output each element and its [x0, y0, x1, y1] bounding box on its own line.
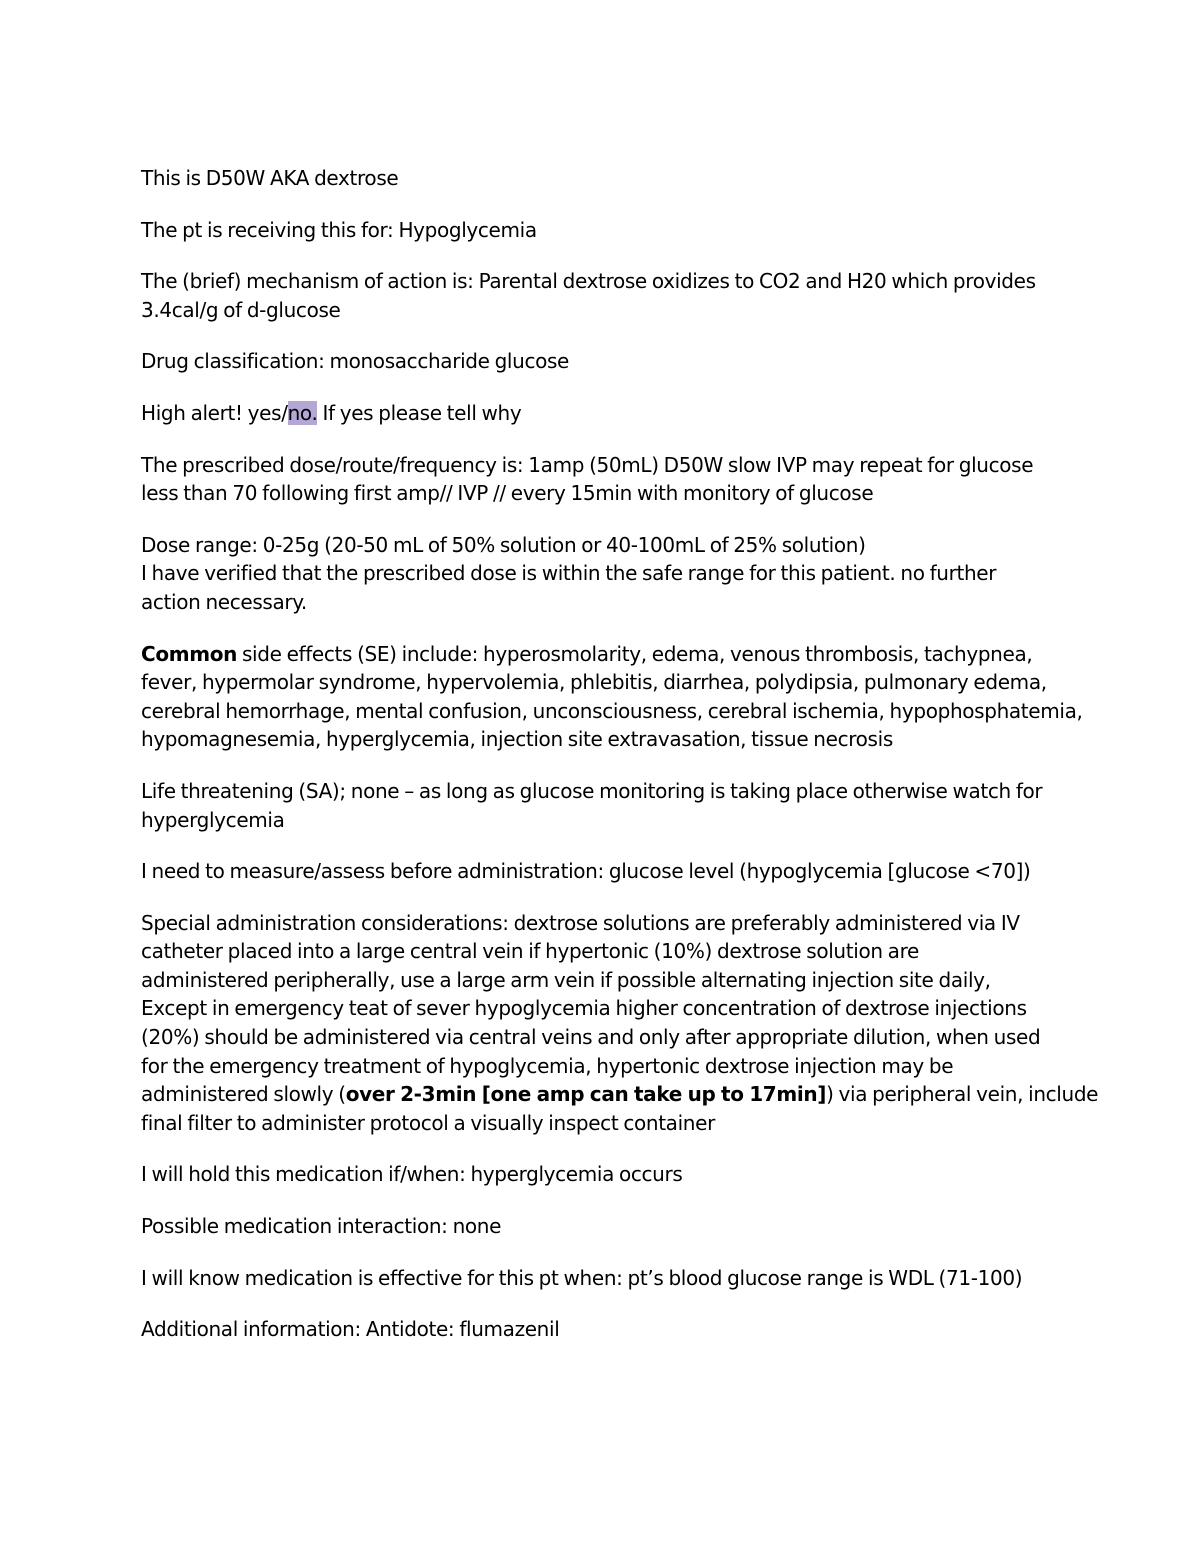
life-threatening-text-line-2: hyperglycemia	[141, 807, 285, 832]
additional-info-line	[141, 1315, 1071, 1344]
special-admin-line-7-suffix: ) via peripheral vein, include	[826, 1082, 1099, 1107]
administration-time-bold: over 2-3min [one amp can take up to 17min]	[345, 1082, 827, 1107]
drug-name-line	[141, 164, 1071, 193]
special-admin-text-line-1: Special administration considerations: dextrose solutions are preferably administered via IV	[141, 910, 1020, 935]
dose-range-text: Dose range: 0-25g (20-50 mL of 50% solution or 40-100mL of 25% solution)	[141, 532, 866, 557]
interaction-text: Possible medication interaction: none	[141, 1214, 502, 1239]
high-alert-line	[141, 399, 1071, 428]
special-admin-text-line-6: for the emergency treatment of hypoglycemia, hypertonic dextrose injection may be	[141, 1053, 954, 1078]
special-admin-text-line-3: administered peripherally, use a large arm vein if possible alternating injection site daily,	[141, 967, 991, 992]
dose-route-text-line-1: The prescribed dose/route/frequency is: 1amp (50mL) D50W slow IVP may repeat for glucose	[141, 452, 1034, 477]
special-admin-line-7-prefix: administered slowly (	[141, 1082, 346, 1107]
verification-paragraph	[141, 559, 1071, 616]
assessment-text: I need to measure/assess before administration: glucose level (hypoglycemia [glucose <70])	[141, 859, 1031, 884]
verification-text-line-1: I have verified that the prescribed dose is within the safe range for this patient. no further	[141, 561, 997, 586]
hold-medication-text: I will hold this medication if/when: hyperglycemia occurs	[141, 1162, 683, 1187]
high-alert-prefix: High alert! yes/	[141, 400, 288, 425]
mechanism-text-line-2: 3.4cal/g of d-glucose	[141, 297, 341, 322]
classification-line	[141, 347, 1071, 376]
special-administration-paragraph	[141, 909, 1099, 1138]
indication-line	[141, 216, 1071, 245]
additional-info-text: Additional information: Antidote: flumazenil	[141, 1317, 560, 1342]
effectiveness-line	[141, 1264, 1071, 1293]
hold-medication-line	[141, 1160, 1071, 1189]
effectiveness-text: I will know medication is effective for this pt when: pt’s blood glucose range is WDL (71-100)	[141, 1265, 1023, 1290]
assessment-line	[141, 857, 1071, 886]
side-effects-line-1-rest: side effects (SE) include: hyperosmolarity, edema, venous thrombosis, tachypnea,	[236, 641, 1033, 666]
side-effects-paragraph	[141, 640, 1083, 754]
high-alert-text	[141, 399, 1071, 428]
special-admin-text-line-7	[141, 1080, 1099, 1109]
indication-text: The pt is receiving this for: Hypoglycemia	[141, 217, 537, 242]
high-alert-suffix: If yes please tell why	[317, 400, 522, 425]
special-admin-text-line-4: Except in emergency teat of sever hypoglycemia higher concentration of dextrose injections	[141, 996, 1027, 1021]
special-admin-text-line-2: catheter placed into a large central vein if hypertonic (10%) dextrose solution are	[141, 939, 919, 964]
classification-text: Drug classification: monosaccharide glucose	[141, 349, 570, 374]
mechanism-paragraph	[141, 267, 1071, 324]
drug-name-text: This is D50W AKA dextrose	[141, 166, 399, 190]
special-admin-text-line-8: final filter to administer protocol a visually inspect container	[141, 1110, 715, 1135]
side-effects-text-line-2: fever, hypermolar syndrome, hypervolemia, phlebitis, diarrhea, polydipsia, pulmonary edema,	[141, 670, 1047, 695]
common-bold-label: Common	[141, 641, 237, 666]
side-effects-text-line-3: cerebral hemorrhage, mental confusion, unconsciousness, cerebral ischemia, hypophosphatemia,	[141, 698, 1083, 723]
side-effects-text-line-4: hypomagnesemia, hyperglycemia, injection site extravasation, tissue necrosis	[141, 727, 893, 752]
life-threatening-text-line-1: Life threatening (SA); none – as long as glucose monitoring is taking place otherwise watch for	[141, 778, 1043, 803]
dose-route-text-line-2: less than 70 following first amp// IVP // every 15min with monitory of glucose	[141, 481, 874, 506]
dose-range-line	[141, 531, 1071, 560]
verification-text-line-2: action necessary.	[141, 589, 307, 614]
interaction-line	[141, 1212, 1071, 1241]
side-effects-text-line-1	[141, 640, 1071, 669]
document-body	[141, 164, 1099, 1367]
mechanism-text-line-1: The (brief) mechanism of action is: Parental dextrose oxidizes to CO2 and H20 which provides	[141, 269, 1036, 294]
special-admin-text-line-5: (20%) should be administered via central veins and only after appropriate dilution, when used	[141, 1025, 1041, 1050]
high-alert-highlighted-answer: no.	[287, 400, 318, 425]
dose-route-paragraph	[141, 451, 1071, 508]
life-threatening-paragraph	[141, 777, 1071, 834]
